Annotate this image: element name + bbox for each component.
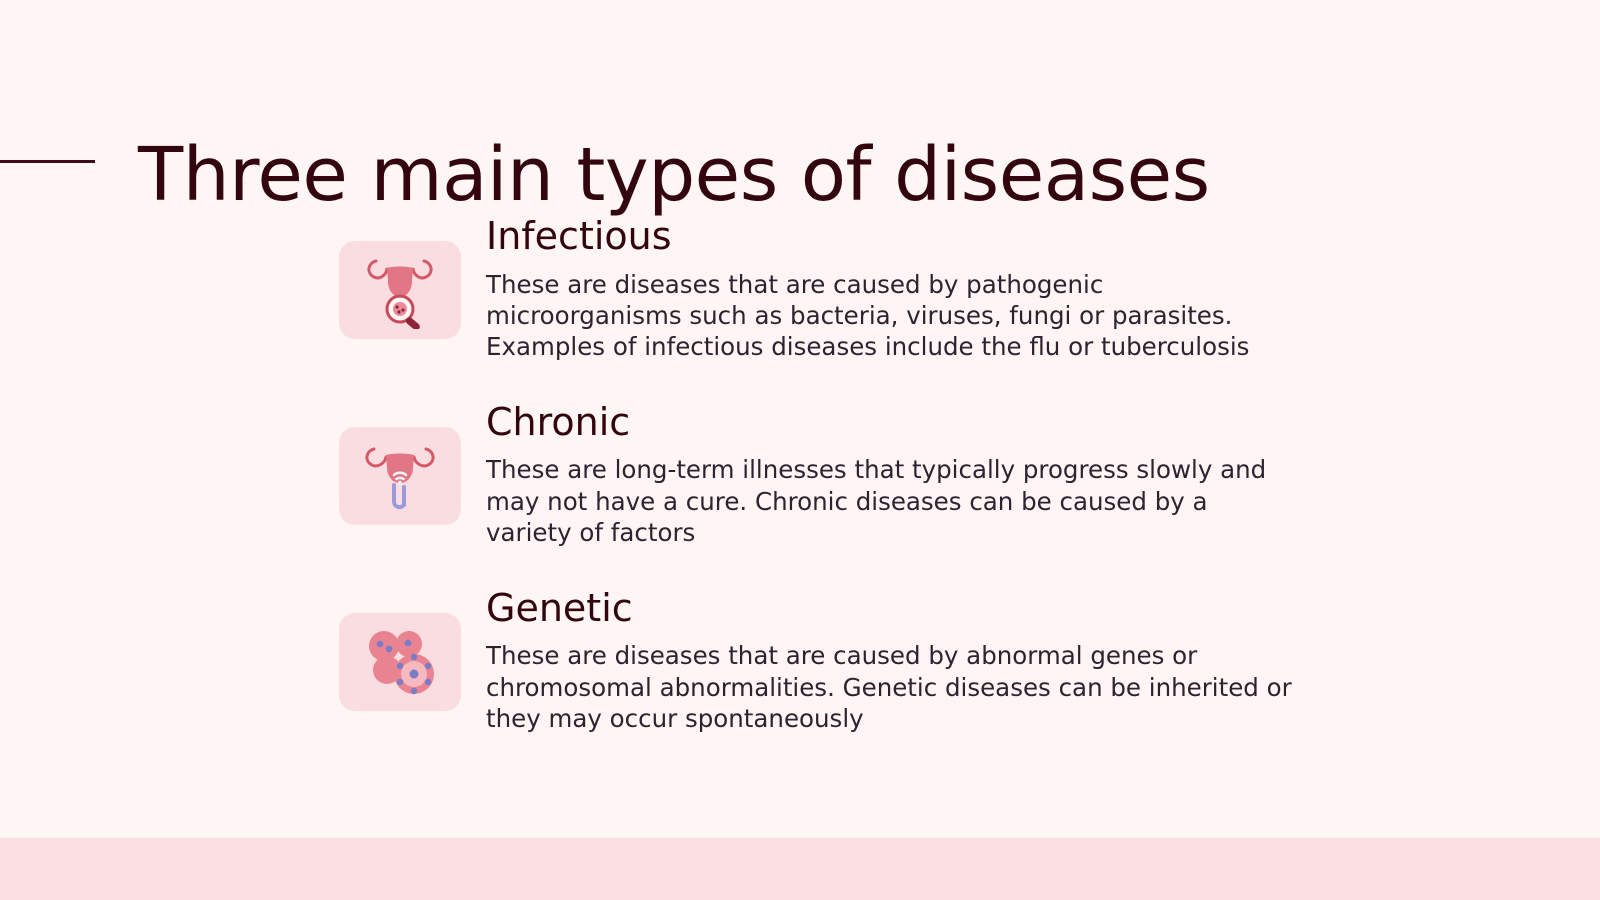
uterus-magnifier-icon <box>339 241 461 339</box>
list-item <box>339 401 1339 549</box>
list-item <box>339 587 1339 735</box>
list-item-description: These are long-term illnesses that typically progress slowly and may not have a cure. Chronic diseases can be caused by a variety of factors <box>486 455 1267 548</box>
list-item-body <box>486 401 1339 549</box>
list-item-body <box>486 587 1339 735</box>
list-item-title: Chronic <box>486 399 631 444</box>
title-rule <box>0 160 95 163</box>
list-item-title: Genetic <box>486 585 633 630</box>
page-title: Three main types of diseases <box>138 131 1210 218</box>
footer-bar <box>0 838 1600 900</box>
list-item-description: These are diseases that are caused by pathogenic microorganisms such as bacteria, viruses, fungi or parasites. Examples of infectious diseases include the flu or tuberculosis <box>486 269 1250 362</box>
disease-type-list <box>339 215 1339 772</box>
list-item-title: Infectious <box>486 214 672 258</box>
list-item-description: These are diseases that are caused by abnormal genes or chromosomal abnormalities. Genetic diseases can be inherited or they may occur spontaneously <box>486 641 1292 733</box>
list-item <box>339 215 1339 363</box>
uterus-signal-icon <box>339 427 461 525</box>
cells-chromosome-icon <box>339 613 461 711</box>
list-item-body <box>486 215 1339 363</box>
